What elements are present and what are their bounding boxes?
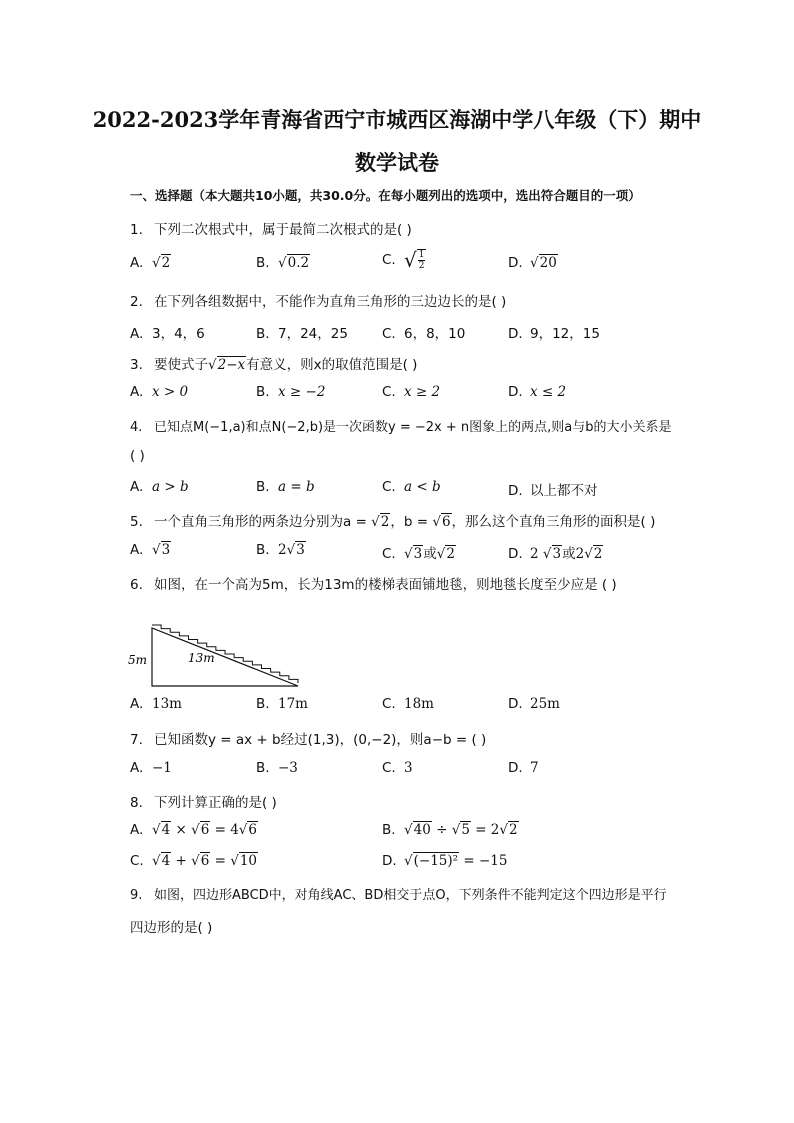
q5-option-c: C. √3或√2: [382, 546, 455, 562]
q3-option-b: B. x ≥ −2: [256, 384, 326, 400]
question-8: 8. 下列计算正确的是( ): [130, 795, 277, 811]
q7-option-d: D. 7: [508, 760, 539, 776]
question-6: 6. 如图，在一个高为5m，长为13m的楼梯表面铺地毯，则地毯长度至少应是 ( ): [130, 577, 617, 593]
q4-option-b: B. a = b: [256, 479, 315, 495]
q5-option-d: D. 2 √3或2√2: [508, 546, 603, 562]
section-heading: 一、选择题（本大题共10小题，共30.0分。在每小题列出的选项中，选出符合题目的一项）: [130, 188, 641, 203]
q7-option-a: A. −1: [130, 760, 172, 776]
question-9: 9. 如图，四边形ABCD中，对角线AC、BD相交于点O，下列条件不能判定这个四边形是平行: [130, 888, 667, 903]
q2-option-d: D. 9，12，15: [508, 326, 600, 342]
question-7: 7. 已知函数y = ax + b经过(1,3)，(0,−2)，则a−b = ( ): [130, 732, 487, 748]
q8-option-c: C. √4 + √6 = √10: [130, 853, 258, 869]
staircase-diagram: [126, 622, 306, 692]
question-3: 3. 要使式子√2−x有意义，则x的取值范围是( ): [130, 357, 418, 373]
q8-option-a: A. √4 × √6 = 4√6: [130, 822, 257, 838]
question-text: 在下列各组数据中，不能作为直角三角形的三边边长的是( ): [154, 294, 507, 310]
q8-option-b: B. √40 ÷ √5 = 2√2: [382, 822, 518, 838]
question-4-continued: ( ): [130, 448, 145, 464]
question-text: 下列二次根式中，属于最简二次根式的是( ): [154, 222, 412, 238]
q5-option-b: B. 2√3: [256, 542, 305, 558]
q7-option-b: B. −3: [256, 760, 298, 776]
q2-option-a: A. 3，4，6: [130, 326, 205, 342]
q6-option-d: D. 25m: [508, 696, 560, 712]
q7-option-c: C. 3: [382, 760, 413, 776]
q2-option-b: B. 7，24，25: [256, 326, 348, 342]
question-5: 5. 一个直角三角形的两条边分别为a = √2，b = √6，那么这个直角三角形的面积是( ): [130, 514, 656, 530]
q5-option-a: A. √3: [130, 542, 171, 558]
q1-option-c: C. √ $\frac{1}{2}$: [382, 248, 425, 272]
page-title: 2022-2023学年青海省西宁市城西区海湖中学八年级（下）期中: [92, 107, 702, 132]
q1-option-d: D. √20: [508, 255, 557, 271]
question-1: [130, 218, 412, 238]
page-subtitle: 数学试卷: [355, 150, 439, 175]
staircase-triangle: [152, 628, 298, 686]
q2-option-c: C. 6，8，10: [382, 326, 466, 342]
q3-option-d: D. x ≤ 2: [508, 384, 567, 400]
height-label: 5m: [128, 653, 148, 667]
question-2: 2. 在下列各组数据中，不能作为直角三角形的三边边长的是( ): [130, 294, 507, 310]
q3-option-a: A. x > 0: [130, 384, 189, 400]
staircase-steps: [152, 625, 298, 683]
q4-option-d: D. 以上都不对: [508, 483, 598, 499]
q6-option-b: B. 17m: [256, 696, 308, 712]
q8-option-d: D. √(−15)² = −15: [382, 853, 508, 869]
staircase-figure: [126, 622, 306, 696]
question-number: 1.: [130, 222, 143, 238]
hypotenuse-label: 13m: [188, 651, 215, 665]
question-4: 4. 已知点M(−1,a)和点N(−2,b)是一次函数y = −2x + n图象上的两点,则a与b的大小关系是: [130, 420, 672, 435]
q1-option-b: B. √0.2: [256, 255, 310, 271]
q6-option-a: A. 13m: [130, 696, 182, 712]
q1-option-a: A. √2: [130, 255, 171, 271]
q6-option-c: C. 18m: [382, 696, 434, 712]
q4-option-c: C. a < b: [382, 479, 441, 495]
q3-option-c: C. x ≥ 2: [382, 384, 441, 400]
question-9-continued: 四边形的是( ): [130, 920, 213, 936]
q4-option-a: A. a > b: [130, 479, 189, 495]
